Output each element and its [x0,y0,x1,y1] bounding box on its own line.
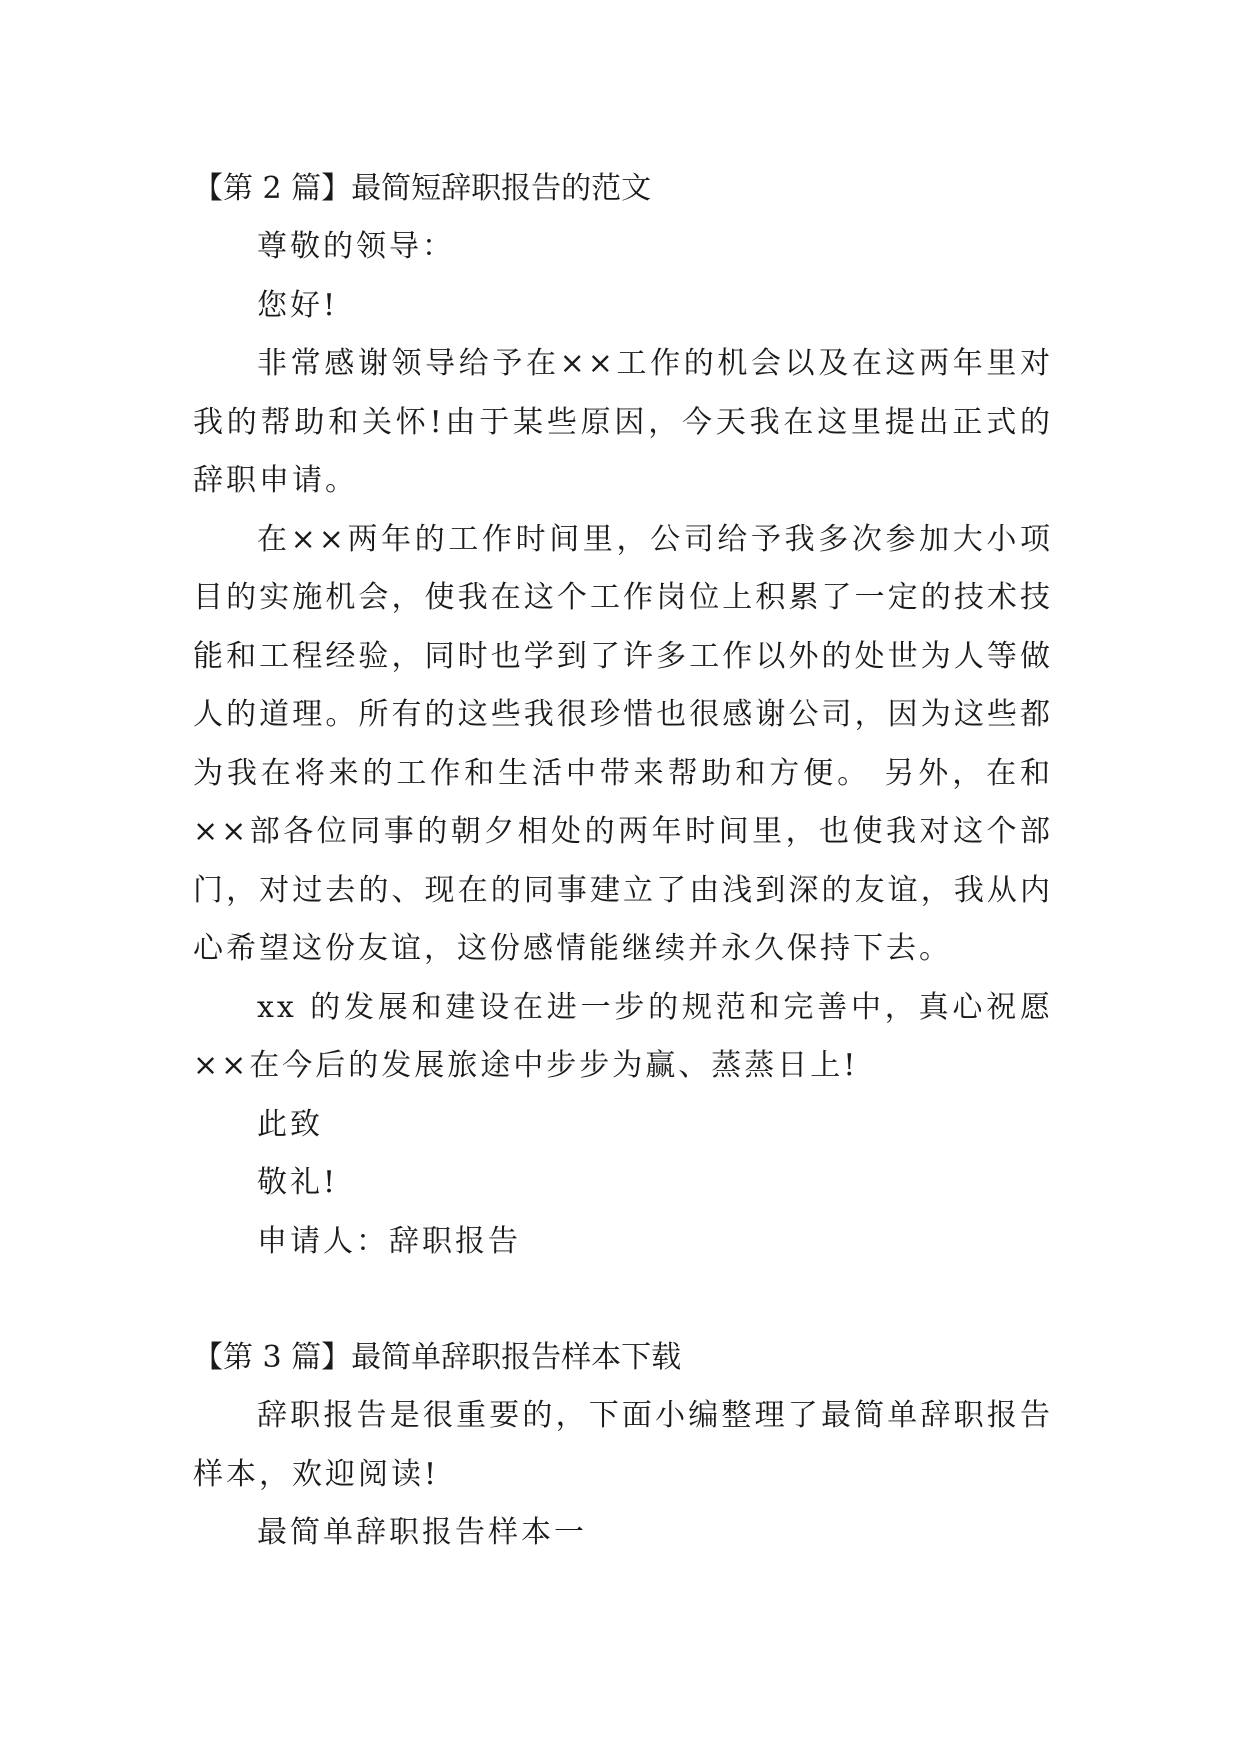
intro-paragraph: 辞职报告是很重要的，下面小编整理了最简单辞职报告样本，欢迎阅读! [193,1398,1053,1492]
body-paragraph-thanks: 非常感谢领导给予在××工作的机会以及在这两年里对我的帮助和关怀!由于某些原因，今天我在这里提出正式的辞职申请。 [193,346,1053,498]
salutation: 尊敬的领导： [257,229,455,264]
closing-jingli: 敬礼! [257,1165,339,1200]
section-2-heading: 【第 2 篇】最简短辞职报告的范文 [193,171,652,206]
greeting: 您好! [257,287,339,323]
sample-title: 最简单辞职报告样本一 [257,1515,587,1550]
document-content [193,160,1053,1563]
body-paragraph-wishes: xx 的发展和建设在进一步的规范和完善中，真心祝愿××在今后的发展旅途中步步为赢、蒸蒸日上! [193,989,1053,1083]
body-paragraph-experience: 在××两年的工作时间里，公司给予我多次参加大小项目的实施机会，使我在这个工作岗位上积累了一定的技术技能和工程经验，同时也学到了许多工作以外的处世为人等做人的道理。所有的这些我很珍惜也很感谢公司，因为这些都为我在将来的工作和生活中带来帮助和方便。 另外，在和××部各位同事的朝夕相处的两年时间里，也使我对这个部门，对过去的、现在的同事建立了由浅到深的友谊，我从内心希望这份友谊，这份感情能继续并永久保持下去。 [193,521,1053,966]
section-3-heading: 【第 3 篇】最简单辞职报告样本下载 [193,1340,682,1375]
closing-cizhi: 此致 [257,1106,323,1142]
section-spacer [193,1271,1053,1329]
applicant-line: 申请人：辞职报告 [257,1223,521,1259]
